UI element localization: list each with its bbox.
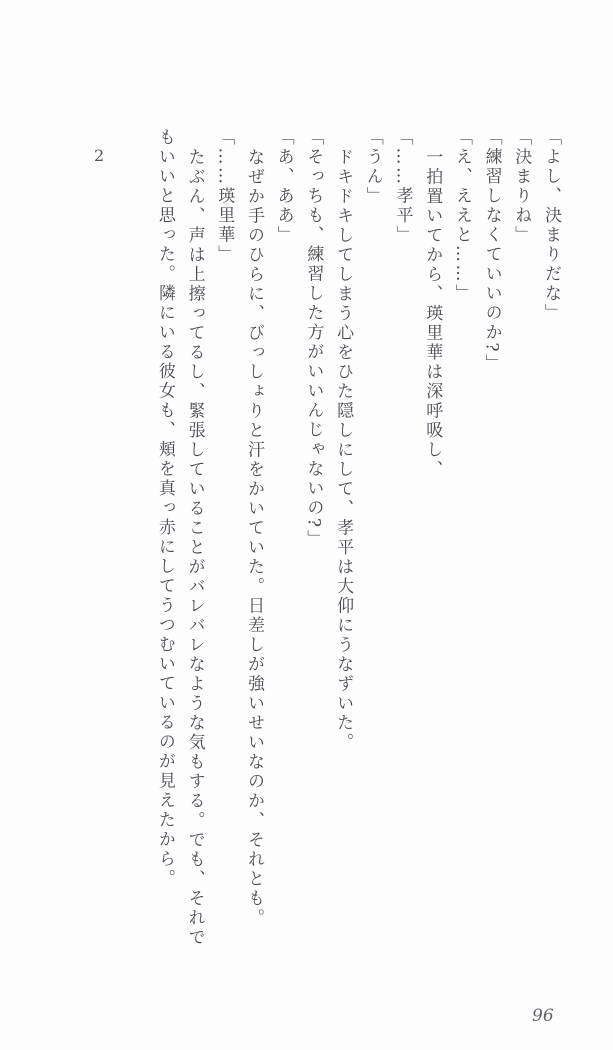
- text-column: 「……瑛里華」: [214, 128, 235, 265]
- text-column: たぶん、声は上擦ってるし、緊張していることがバレバレなような気もする。でも、それで: [184, 147, 205, 947]
- text-column: 「……孝平」: [392, 128, 413, 245]
- text-column: 「うん」: [362, 128, 383, 206]
- text-column: 「練習しなくていいのか?」: [481, 128, 502, 374]
- text-column: ドキドキしてしまう心をひた隠しにして、孝平は大仰にうなずいた。: [333, 147, 354, 752]
- text-column: 「そっちも、練習した方がいいんじゃないの?」: [303, 128, 324, 550]
- section-number: 2: [94, 146, 105, 165]
- text-column: なぜか手のひらに、びっしょりと汗をかいていた。日差しが強いせいなのか、それとも。: [243, 147, 264, 928]
- text-column: もいいと思った。隣にいる彼女も、頬を真っ赤にしてうつむいているのが見えたから。: [154, 128, 175, 889]
- text-column: 「あ、ああ」: [273, 128, 294, 245]
- vertical-text-block: [145, 128, 565, 968]
- text-column: 「え、ええと……」: [451, 128, 472, 304]
- page-number: 96: [532, 1006, 554, 1026]
- text-column: 一拍置いてから、瑛里華は深呼吸し、: [422, 147, 443, 479]
- text-column: 「よし、決まりだな」: [541, 128, 561, 323]
- text-column: 「決まりね」: [511, 128, 532, 245]
